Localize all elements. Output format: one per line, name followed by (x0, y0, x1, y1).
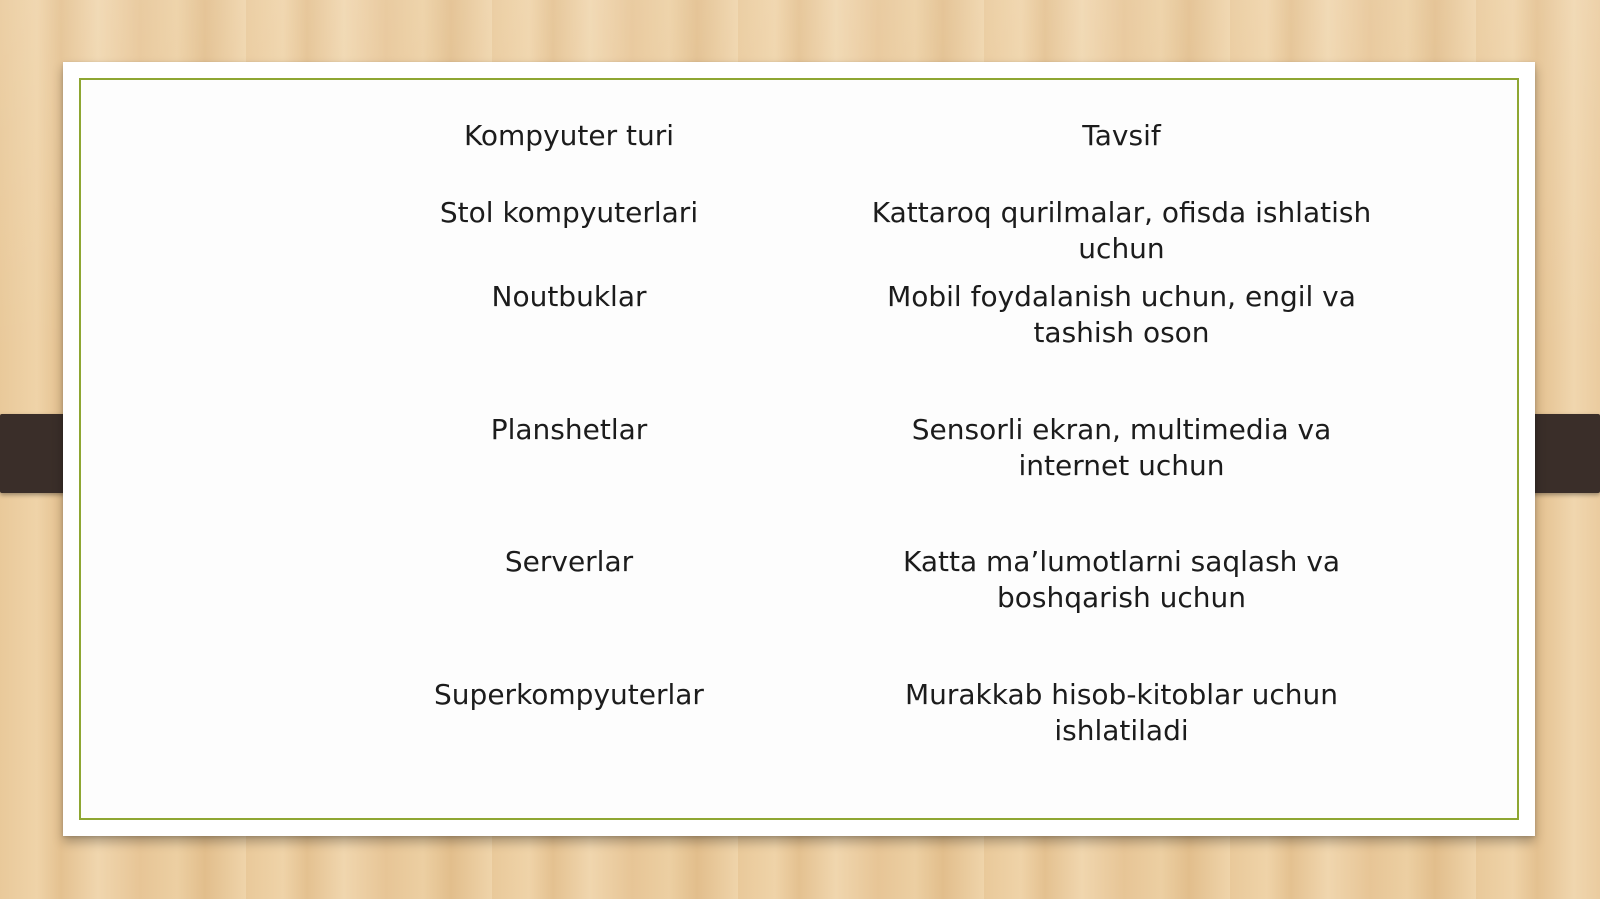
table-cell-description: Kattaroq qurilmalar, ofisda ishlatish uchun (871, 196, 1372, 265)
table-cell-type: Serverlar (504, 545, 634, 578)
table-cell-description: Katta ma’lumotlarni saqlash va boshqarish uchun (902, 545, 1341, 614)
table-cell-description: Murakkab hisob-kitoblar uchun ishlatiladi (904, 678, 1339, 747)
table-cell-type: Stol kompyuterlari (439, 196, 699, 229)
table-cell-type: Superkompyuterlar (434, 678, 704, 711)
table-cell-type: Noutbuklar (491, 280, 647, 313)
table-header-type: Kompyuter turi (463, 119, 675, 152)
table-cell-description: Mobil foydalanish uchun, engil va tashish oson (887, 280, 1356, 349)
table-cell-type: Planshetlar (490, 413, 648, 446)
table-cell-description: Sensorli ekran, multimedia va internet uchun (911, 413, 1332, 482)
table-header-description: Tavsif (1082, 119, 1161, 152)
